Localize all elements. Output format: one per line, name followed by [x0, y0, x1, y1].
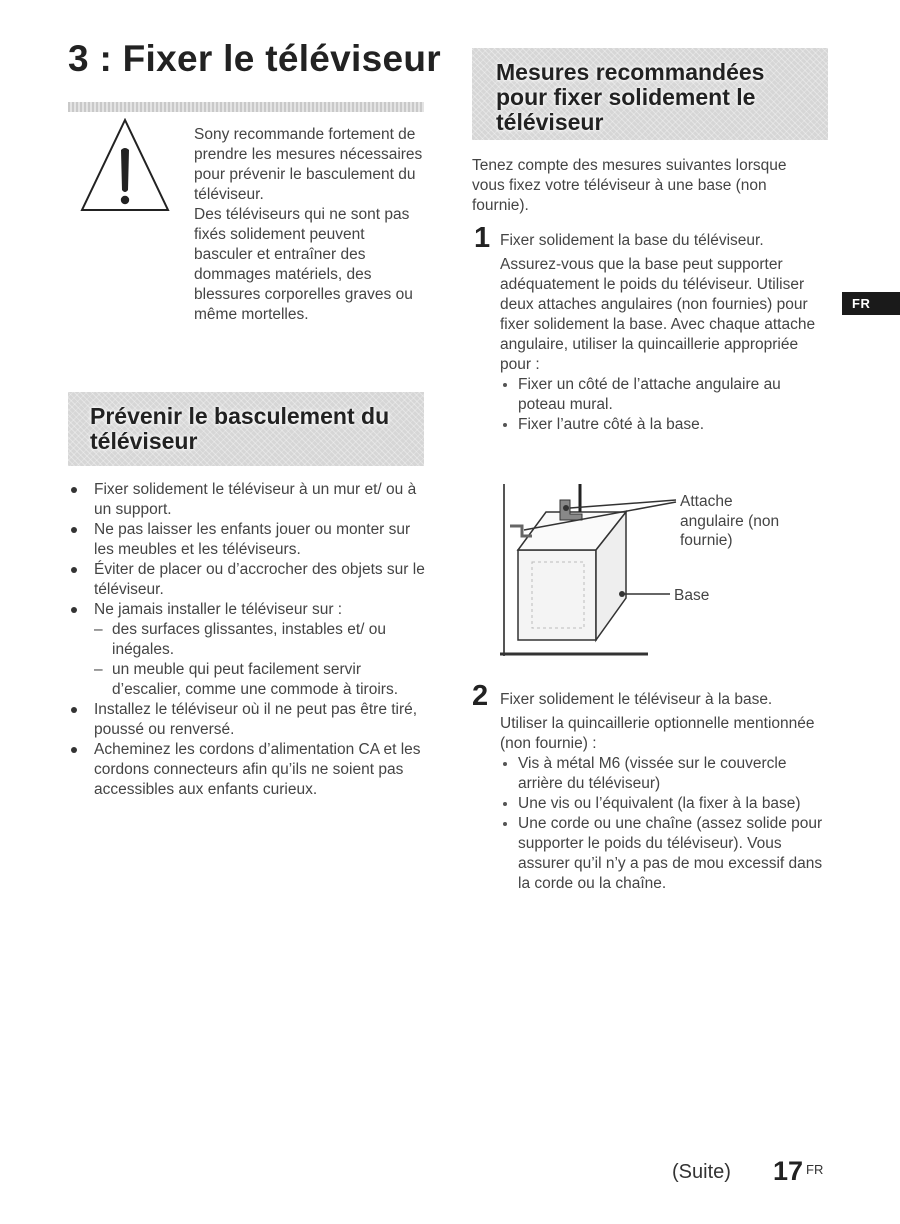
section-heading-text: [496, 60, 764, 135]
step-number: 2: [472, 680, 489, 712]
warning-paragraph: Sony recommande fortement de prendre les mesures nécessaires pour prévenir le basculement du téléviseur.: [194, 126, 423, 203]
leader-dot: [619, 591, 625, 597]
list-item: Éviter de placer ou d’accrocher des objets sur le téléviseur.: [68, 560, 428, 600]
step-body: [500, 255, 828, 435]
step-bullets: [500, 754, 828, 894]
heading-line: téléviseur: [496, 109, 604, 135]
list-item: Fixer solidement le téléviseur à un mur et/ ou à un support.: [68, 480, 428, 520]
heading-line: Prévenir le basculement du: [90, 403, 390, 429]
step-title: Fixer solidement la base du téléviseur.: [500, 232, 764, 249]
label-bracket: angulaire (non: [680, 513, 780, 530]
angle-bracket-icon: [510, 526, 532, 536]
sub-list: [94, 620, 428, 700]
step-body: [500, 714, 828, 894]
step-number: 1: [474, 222, 491, 254]
sub-list-item: – des surfaces glissantes, instables et/ ou inégales.: [94, 620, 428, 660]
sub-list-item: – un meuble qui peut facilement servir d’escalier, comme une commode à tiroirs.: [94, 660, 428, 700]
section-heading-text: [90, 404, 389, 454]
warning-text: [194, 125, 424, 325]
page-title: 3 : Fixer le téléviseur: [68, 38, 441, 79]
list-item: Fixer l’autre côté à la base.: [500, 415, 828, 435]
measures-intro: Tenez compte des mesures suivantes lorsque vous fixez votre téléviseur à une base (non fournie).: [472, 157, 787, 214]
step-text: Utiliser la quincaillerie optionnelle mentionnée (non fournie) :: [500, 715, 815, 752]
title-rule: [68, 102, 424, 112]
leader-line: [570, 500, 676, 508]
list-item: Une vis ou l’équivalent (la fixer à la base): [500, 794, 828, 814]
continued-label: (Suite): [672, 1161, 731, 1183]
heading-line: Mesures recommandées: [496, 59, 765, 85]
list-item: Une corde ou une chaîne (assez solide pour supporter le poids du téléviseur). Vous assurer qu’il n’y a pas de mou excessif dans la corde ou la chaîne.: [500, 814, 828, 894]
list-item: Fixer un côté de l’attache angulaire au poteau mural.: [500, 375, 828, 415]
label-base: Base: [674, 587, 710, 604]
label-bracket: Attache: [680, 493, 733, 510]
section-heading-prevent: [68, 392, 424, 466]
label-bracket: fournie): [680, 532, 733, 549]
list-item: [68, 600, 428, 700]
page-language: FR: [806, 1162, 824, 1177]
list-item-text: Ne jamais installer le téléviseur sur :: [94, 601, 343, 618]
language-tab: FR: [842, 292, 900, 315]
list-item: Installez le téléviseur où il ne peut pas être tiré, poussé ou renversé.: [68, 700, 428, 740]
heading-line: téléviseur: [90, 428, 198, 454]
list-item: Ne pas laisser les enfants jouer ou monter sur les meubles et les téléviseurs.: [68, 520, 428, 560]
step-bullets: [500, 375, 828, 435]
bracket-diagram: [496, 478, 816, 664]
list-item: Acheminez les cordons d’alimentation CA et les cordons connecteurs afin qu’ils ne soient pas accessibles aux enfants curieux.: [68, 740, 428, 800]
prevent-list: [68, 480, 428, 800]
page-number: 17: [773, 1156, 804, 1186]
warning-triangle-icon: [80, 118, 170, 214]
base-cabinet: [518, 512, 626, 640]
list-item: Vis à métal M6 (vissée sur le couvercle arrière du téléviseur): [500, 754, 828, 794]
step-text: Assurez-vous que la base peut supporter adéquatement le poids du téléviseur. Utiliser deux attaches angulaires (non fournies) pour fixer solidement la base. Avec chaque attache angulaire, utiliser la quincaillerie appropriée pour :: [500, 256, 816, 373]
warning-paragraph: Des téléviseurs qui ne sont pas fixés solidement peuvent basculer et entraîner des dommages matériels, des blessures corporelles graves ou même mortelles.: [194, 206, 413, 323]
step-title: Fixer solidement le téléviseur à la base.: [500, 691, 773, 708]
heading-line: pour fixer solidement le: [496, 84, 756, 110]
section-heading-measures: [472, 48, 828, 140]
